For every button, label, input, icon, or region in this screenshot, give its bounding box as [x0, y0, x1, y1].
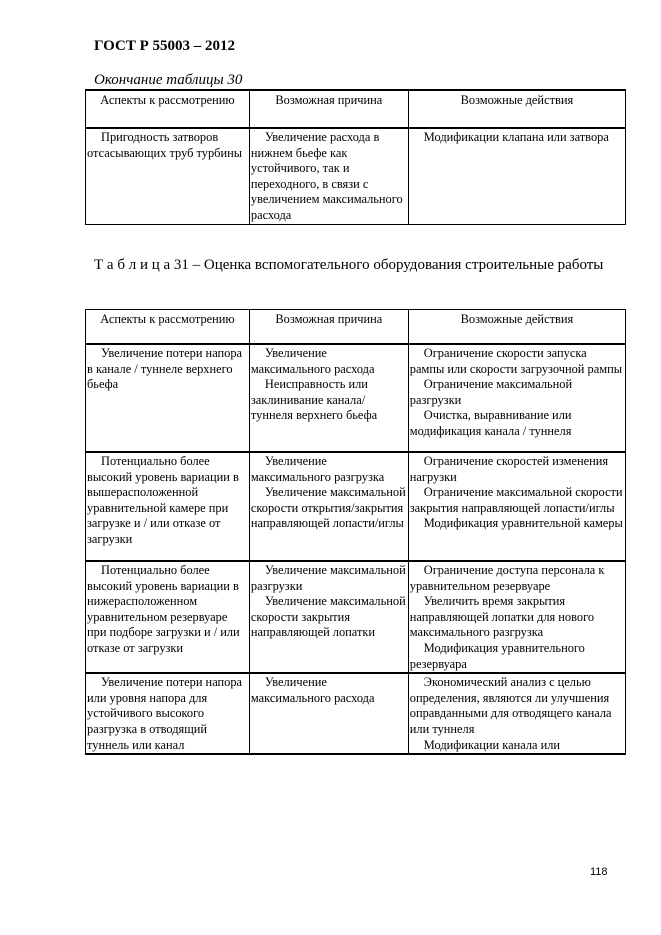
- cause-cell: Увеличение максимального расхода: [249, 673, 408, 754]
- actions-cell: Ограничение доступа персонала к уравнительном резервуаре Увеличить время закрытия направляющей лопатки для нового максимального разгрузка Модификация уравнительного резервуара: [408, 561, 625, 673]
- table-31-caption: Т а б л и ц а 31 – Оценка вспомогательного оборудования строительные работы: [94, 257, 604, 273]
- column-header: Возможные действия: [408, 90, 625, 128]
- table-row: [86, 128, 626, 224]
- aspect-cell: Увеличение потери напора или уровня напора для устойчивого высокого разгрузка в отводящий туннель или канал: [86, 673, 250, 754]
- actions-cell: Модификации клапана или затвора: [408, 128, 625, 224]
- page-number: 118: [590, 866, 608, 878]
- column-header: Аспекты к рассмотрению: [86, 90, 250, 128]
- table-header-row: [86, 310, 626, 345]
- table-row: [86, 561, 626, 673]
- actions-cell: Экономический анализ с целью определения, являются ли улучшения оправданными для отводящего канала или туннеля Модификации канала или: [408, 673, 625, 754]
- table-header-row: [86, 90, 626, 128]
- table-30: [85, 89, 626, 225]
- cause-cell: Увеличение расхода в нижнем бьефе как устойчивого, так и переходного, в связи с увеличением максимального расхода: [249, 128, 408, 224]
- aspect-cell: Увеличение потери напора в канале / туннеле верхнего бьефа: [86, 344, 250, 452]
- cause-cell: Увеличение максимальной разгрузки Увеличение максимальной скорости закрытия направляющей лопатки: [249, 561, 408, 673]
- column-header: Возможная причина: [249, 310, 408, 345]
- column-header: Аспекты к рассмотрению: [86, 310, 250, 345]
- cause-cell: Увеличение максимального расхода Неисправность или заклинивание канала/туннеля верхнего бьефа: [249, 344, 408, 452]
- table-row: [86, 452, 626, 561]
- table-30-continuation-caption: Окончание таблицы 30: [94, 72, 243, 88]
- aspect-cell: Потенциально более высокий уровень вариации в нижерасположенном уравнительном резервуаре при подборе загрузки и / или отказе от загрузки: [86, 561, 250, 673]
- column-header: Возможная причина: [249, 90, 408, 128]
- table-row: [86, 673, 626, 754]
- column-header: Возможные действия: [408, 310, 625, 345]
- table-31: [85, 309, 626, 755]
- actions-cell: Ограничение скоростей изменения нагрузки Ограничение максимальной скорости закрытия направляющей лопасти/иглы Модификация уравнительной камеры: [408, 452, 625, 561]
- aspect-cell: Пригодность затворов отсасывающих труб турбины: [86, 128, 250, 224]
- document-header: ГОСТ Р 55003 – 2012: [94, 38, 236, 54]
- table-row: [86, 344, 626, 452]
- cause-cell: Увеличение максимального разгрузка Увеличение максимальной скорости открытия/закрытия направляющей лопасти/иглы: [249, 452, 408, 561]
- aspect-cell: Потенциально более высокий уровень вариации в вышерасположенной уравнительной камере при загрузке и / или отказе от загрузки: [86, 452, 250, 561]
- actions-cell: Ограничение скорости запуска рампы или скорости загрузочной рампы Ограничение максимальной разгрузки Очистка, выравнивание или модификация канала / туннеля: [408, 344, 625, 452]
